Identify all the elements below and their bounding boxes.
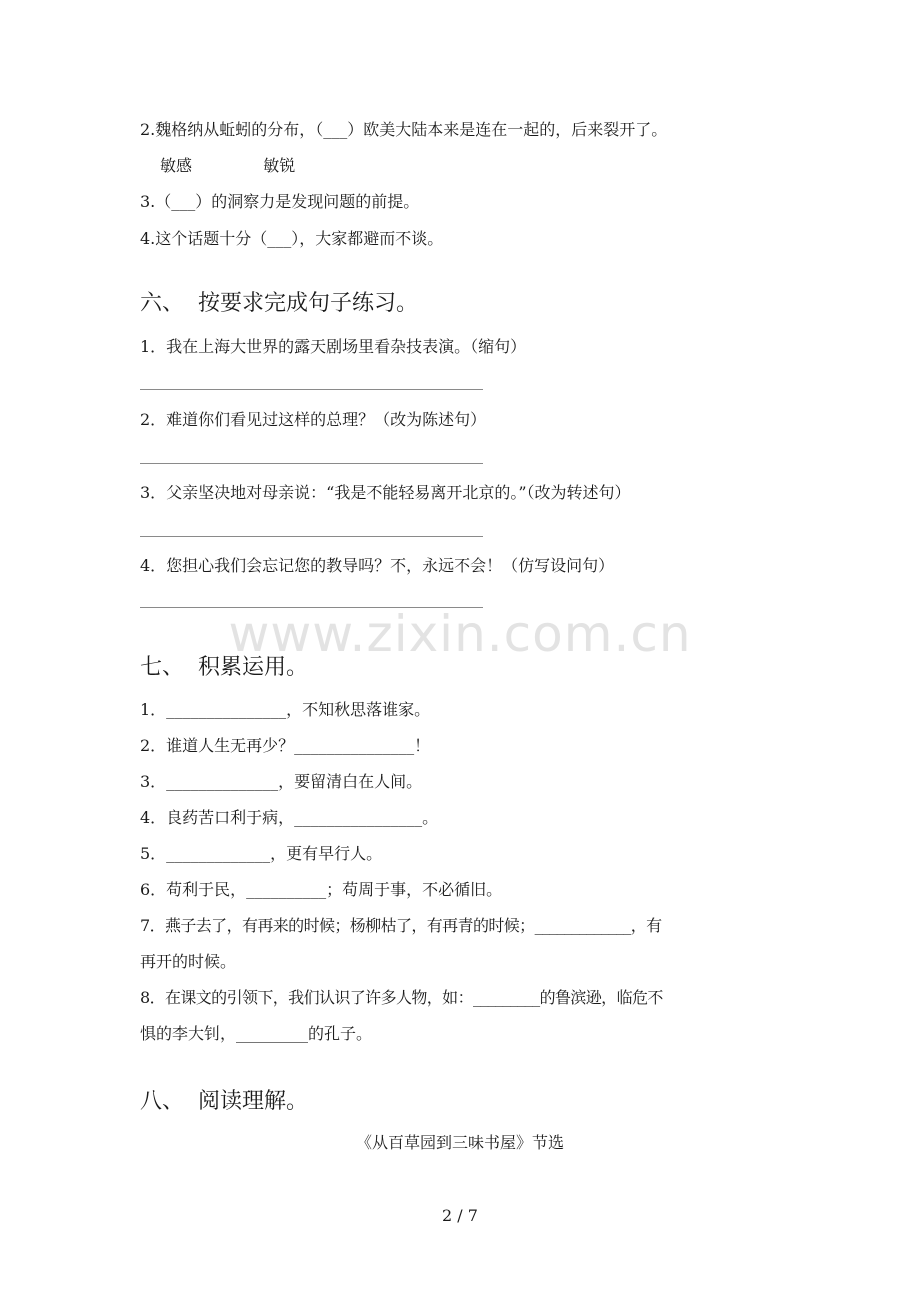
section-heading: 六、 按要求完成句子练习。 <box>140 291 418 316</box>
page-number: 2 / 7 <box>442 1206 478 1225</box>
question-line: 2.魏格纳从蚯蚓的分布，（___）欧美大陆本来是连在一起的，后来裂开了。 <box>140 120 668 139</box>
question-line-continued: 再开的时候。 <box>140 952 237 971</box>
answer-blank[interactable] <box>140 389 483 390</box>
question-line: 2．谁道人生无再少？_______________！ <box>140 736 431 755</box>
answer-blank[interactable] <box>140 536 483 537</box>
question-line: 4．良药苦口利于病，________________。 <box>140 808 439 827</box>
question-line: 6．苟利于民，__________；苟周于事，不必循旧。 <box>140 880 503 899</box>
word-options: 敏感 敏锐 <box>160 156 296 175</box>
question-line-continued: 惧的李大钊，_________的孔子。 <box>140 1024 373 1043</box>
question-line: 5．_____________，更有早行人。 <box>140 844 383 863</box>
watermark: www.zixin.com.cn <box>228 605 692 663</box>
passage-title: 《从百草园到三味书屋》节选 <box>355 1133 564 1152</box>
question-line: 2．难道你们看见过这样的总理？（改为陈述句） <box>140 410 487 429</box>
question-line: 3．______________，要留清白在人间。 <box>140 772 423 791</box>
question-line: 3．父亲坚决地对母亲说：“我是不能轻易离开北京的。”（改为转述句） <box>140 483 631 502</box>
section-heading: 七、 积累运用。 <box>140 655 308 680</box>
question-line: 8．在课文的引领下，我们认识了许多人物，如：_________的鲁滨逊，临危不 <box>140 988 663 1007</box>
question-line: 1．_______________，不知秋思落谁家。 <box>140 700 431 719</box>
section-heading: 八、 阅读理解。 <box>140 1089 308 1114</box>
question-line: 4．您担心我们会忘记您的教导吗？不，永远不会！（仿写设问句） <box>140 556 615 575</box>
question-line: 1．我在上海大世界的露天剧场里看杂技表演。（缩句） <box>140 337 527 356</box>
question-line: 4.这个话题十分（___），大家都避而不谈。 <box>140 229 444 248</box>
question-line: 7．燕子去了，有再来的时候；杨柳枯了，有再青的时候；_____________，有 <box>140 916 662 935</box>
answer-blank[interactable] <box>140 463 483 464</box>
question-line: 3.（___）的洞察力是发现问题的前提。 <box>140 192 420 211</box>
